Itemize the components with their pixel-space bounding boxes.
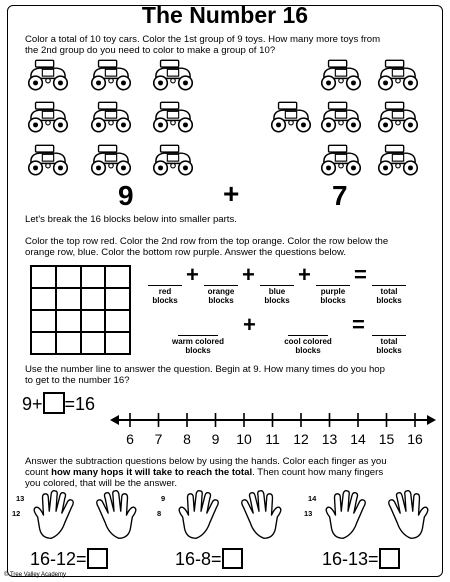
answer-box[interactable] — [379, 548, 400, 569]
orange-blocks-label: orange blocks — [207, 287, 235, 305]
block-grid[interactable] — [30, 265, 131, 355]
answer-box[interactable] — [87, 548, 108, 569]
toy-car-icon[interactable] — [150, 100, 196, 134]
equals-sign: = — [352, 312, 365, 337]
plus-sign: + — [242, 262, 255, 287]
number-line-label: 14 — [350, 431, 366, 447]
grid-cell[interactable] — [105, 332, 130, 354]
grid-cell[interactable] — [81, 288, 106, 310]
red-blocks-blank[interactable] — [148, 285, 182, 286]
toy-car-icon[interactable] — [25, 58, 71, 92]
number-line-label: 9 — [211, 431, 220, 447]
start-number-bottom: 12 — [12, 509, 21, 518]
number-line — [110, 408, 440, 452]
plus-sign: + — [186, 262, 199, 287]
hand-icon[interactable] — [376, 488, 434, 546]
hand-icon[interactable] — [173, 488, 231, 546]
purple-blocks-blank[interactable] — [316, 285, 350, 286]
grid-cell[interactable] — [56, 332, 81, 354]
toy-car-icon[interactable] — [318, 143, 364, 177]
total-blocks-label-2: total blocks — [376, 337, 402, 355]
grid-cell[interactable] — [56, 288, 81, 310]
total-blocks-blank-2[interactable] — [372, 335, 406, 336]
hand-icon[interactable] — [229, 488, 287, 546]
start-number-top: 14 — [308, 494, 317, 503]
page-title: The Number 16 — [141, 2, 309, 28]
cool-blocks-label: cool colored blocks — [284, 337, 332, 355]
plus-sign: + — [298, 262, 311, 287]
hop-equation: 9+ =16 — [22, 394, 96, 414]
number-line-label: 8 — [183, 431, 191, 447]
total-blocks-label: total blocks — [376, 287, 402, 305]
section2-intro: Let's break the 16 blocks below into smaller parts. — [25, 214, 237, 225]
toy-car-icon[interactable] — [88, 58, 134, 92]
toy-car-icon[interactable] — [375, 143, 421, 177]
toy-car-icon[interactable] — [25, 100, 71, 134]
start-number-top: 13 — [16, 494, 25, 503]
red-blocks-label: red blocks — [152, 287, 178, 305]
grid-cell[interactable] — [56, 310, 81, 332]
grid-cell[interactable] — [105, 288, 130, 310]
start-number-top: 9 — [161, 494, 166, 503]
blue-blocks-label: blue blocks — [264, 287, 290, 305]
toy-car-icon[interactable] — [318, 58, 364, 92]
grid-cell[interactable] — [105, 266, 130, 288]
cool-blocks-blank[interactable] — [288, 335, 328, 336]
left-group-count: 9 — [118, 180, 134, 211]
grid-cell[interactable] — [81, 266, 106, 288]
grid-cell[interactable] — [105, 310, 130, 332]
number-line-label: 13 — [321, 431, 338, 447]
right-group-count: 7 — [332, 180, 348, 211]
toy-car-icon[interactable] — [318, 100, 364, 134]
answer-box[interactable] — [222, 548, 243, 569]
subtraction-problem: 16-13= — [322, 548, 400, 570]
toy-car-icon[interactable] — [150, 143, 196, 177]
subtraction-problem: 16-8= — [175, 548, 243, 570]
blue-blocks-blank[interactable] — [260, 285, 294, 286]
equals-sign: = — [354, 262, 367, 287]
toy-car-icon[interactable] — [25, 143, 71, 177]
toy-car-icon[interactable] — [150, 58, 196, 92]
copyright-footer: © Tree Valley Academy — [4, 572, 67, 578]
number-line-label: 10 — [236, 431, 252, 447]
number-line-label: 6 — [126, 431, 134, 447]
number-line-label: 15 — [378, 431, 395, 447]
section1-instructions: Color a total of 10 toy cars. Color the 1st group of 9 toys. How many more toys from the 2nd group do you need to color to make a group of 10? — [25, 34, 381, 56]
number-line-label: 7 — [154, 431, 163, 447]
grid-cell[interactable] — [56, 266, 81, 288]
hand-icon[interactable] — [84, 488, 142, 546]
warm-blocks-label: warm colored blocks — [171, 337, 224, 355]
grid-cell[interactable] — [31, 266, 56, 288]
hand-icon[interactable] — [320, 488, 378, 546]
answer-box[interactable] — [43, 392, 65, 414]
subtraction-problem: 16-12= — [30, 548, 108, 570]
toy-car-icon[interactable] — [88, 100, 134, 134]
number-line-label: 16 — [407, 431, 423, 447]
toy-car-icon[interactable] — [375, 58, 421, 92]
grid-cell[interactable] — [31, 288, 56, 310]
section3-instructions: Use the number line to answer the question. Begin at 9. How many times do you hop to get to the number 16? — [25, 364, 385, 386]
plus-sign: + — [243, 312, 256, 337]
warm-blocks-blank[interactable] — [178, 335, 218, 336]
number-line-label: 11 — [265, 431, 280, 447]
start-number-bottom: 8 — [157, 509, 162, 518]
toy-car-icon[interactable] — [268, 100, 314, 134]
toy-car-icon[interactable] — [88, 143, 134, 177]
plus-sign: + — [223, 178, 240, 209]
orange-blocks-blank[interactable] — [204, 285, 238, 286]
grid-cell[interactable] — [81, 332, 106, 354]
toy-car-icon[interactable] — [375, 100, 421, 134]
start-number-bottom: 13 — [304, 509, 313, 518]
number-line-label: 12 — [293, 431, 309, 447]
purple-blocks-label: purple blocks — [320, 287, 346, 305]
grid-cell[interactable] — [81, 310, 106, 332]
hand-icon[interactable] — [28, 488, 86, 546]
section4-instructions: Answer the subtraction questions below by using the hands. Color each finger as you count how many hops it will take to reach the total. Then count how many fingers you colored, that will be the answer. — [25, 456, 387, 489]
section2-instructions: Color the top row red. Color the 2nd row from the top orange. Color the row below the orange row, blue. Color the bottom row purple. Answer the questions below. — [25, 236, 389, 258]
grid-cell[interactable] — [31, 332, 56, 354]
total-blocks-blank[interactable] — [372, 285, 406, 286]
grid-cell[interactable] — [31, 310, 56, 332]
